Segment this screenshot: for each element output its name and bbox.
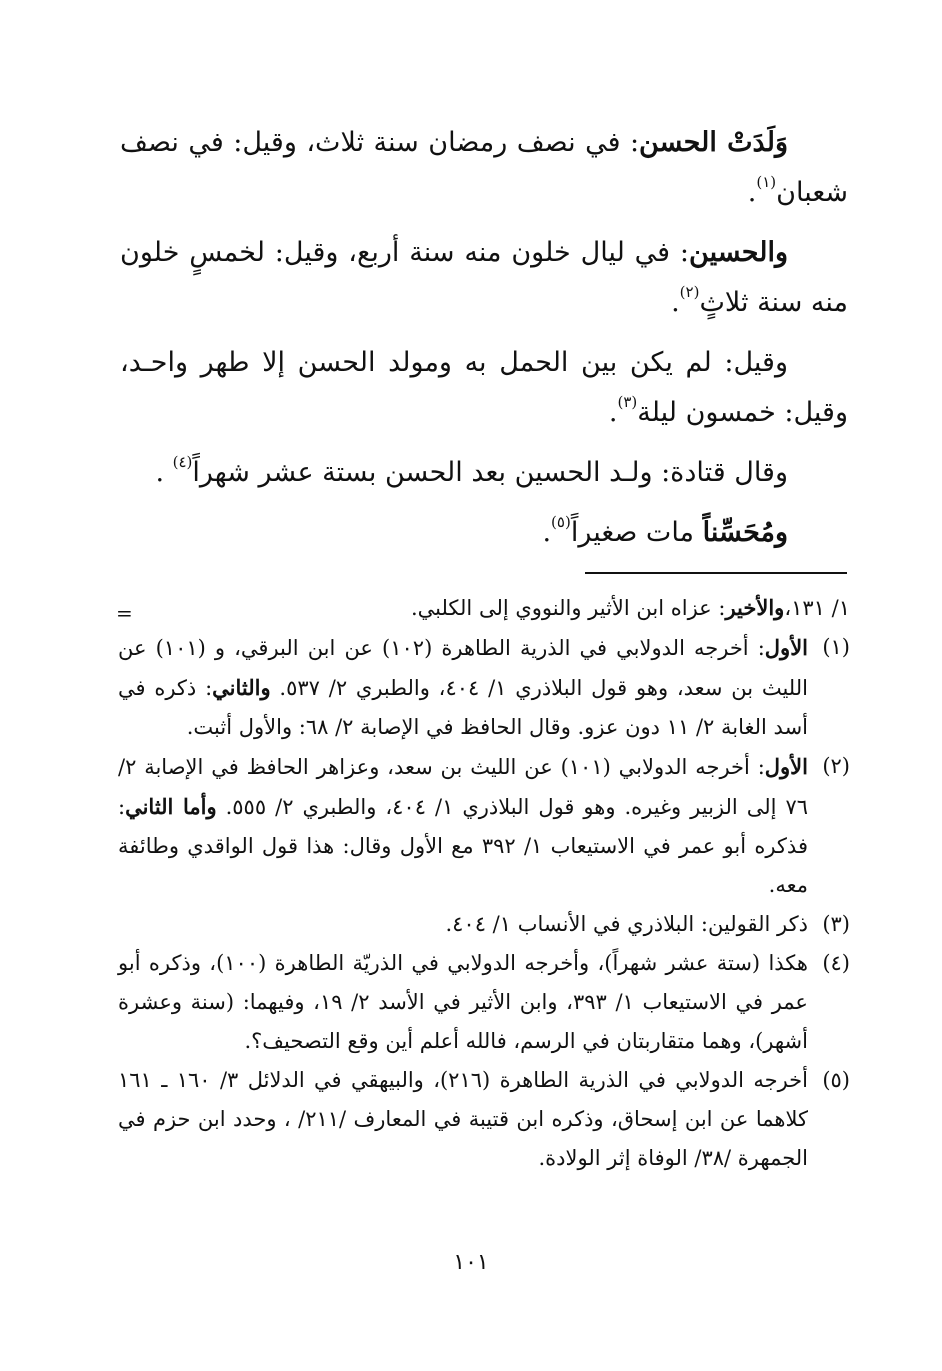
footnote-item xyxy=(118,747,850,905)
footnote-body xyxy=(118,747,808,905)
continuation-mark: = xyxy=(116,601,133,625)
footnote-ref: (١) xyxy=(756,173,777,191)
paragraph-text: مات صغيراً xyxy=(570,517,703,548)
footnote-body xyxy=(118,944,808,1061)
footnote-text: : أخرجه الدولابي في الذرية الطاهرة (١٠٢) عن ابن البرقي، و (١٠١) عن الليث بن سعد، وهو قول البلاذري ١/ ٤٠٤، والطبري ٢/ ٥٣٧. xyxy=(118,636,808,700)
footnote-continued-pre: ١/ ١٣١، xyxy=(784,596,850,620)
footnote-text: ذكر القولين: البلاذري في الأنساب ١/ ٤٠٤. xyxy=(445,912,808,936)
paragraph-pregnancy xyxy=(120,338,848,438)
paragraph-text: : في نصف رمضان سنة ثلاث، وقيل: في نصف شعبان xyxy=(120,127,848,208)
paragraph-end: . xyxy=(608,397,618,428)
footnote-continued xyxy=(118,588,850,628)
paragraph-qatada xyxy=(120,448,848,498)
footnote-body xyxy=(118,628,808,747)
paragraph-muhassin xyxy=(120,508,848,558)
footnote-number: (١) xyxy=(822,635,850,659)
footnote-ref: (٢) xyxy=(679,283,700,301)
footnote-number: (٤) xyxy=(822,951,850,975)
footnote-ref: (٥) xyxy=(551,513,571,531)
footnote-ref: (٤) xyxy=(172,453,193,471)
footnote-text: : ذكره في أسد الغابة ٢/ ١١ دون عزو. وقال الحافظ في الإصابة ٢/ ٦٨: والأول أثبت. xyxy=(118,676,808,739)
footnote-text: هكذا (ستة عشر شهراً)، وأخرجه الدولابي في الذريّة الطاهرة (١٠٠)، وذكره أبو عمر في الاستيعاب ١/ ٣٩٣، وابن الأثير في الأسد ٢/ ١٩، وفيهما: (سنة وعشرة أشهر)، وهما متقاربتان في الرسم، فالله أعلم أين وقع التصحيف؟. xyxy=(118,951,808,1053)
footnote-text: : فذكره أبو عمر في الاستيعاب ١/ ٣٩٢ مع الأول وقال: هذا قول الواقدي وطائفة معه. xyxy=(118,795,808,897)
footnote-body xyxy=(118,1061,808,1178)
footnote-separator xyxy=(585,572,847,574)
paragraph-end: . xyxy=(542,517,552,548)
paragraph-text: وقيل: لم يكن بين الحمل به ومولد الحسن إلا طهر واحـد، وقيل: خمسون ليلة xyxy=(120,347,848,428)
footnote-item xyxy=(118,628,850,747)
footnote-ref: (٣) xyxy=(617,393,638,411)
footnote-number: (٥) xyxy=(822,1068,850,1092)
footnote-label: وأما الثاني xyxy=(125,794,217,819)
paragraph-text: : في ليال خلون منه سنة أربع، وقيل: لخمسٍ خلون منه سنة ثلاثٍ xyxy=(120,237,848,318)
footnote-label: والثاني xyxy=(212,675,271,700)
paragraph-end: . xyxy=(671,287,680,318)
paragraph-lead: ومُحَسِّناً xyxy=(702,517,788,548)
paragraph-text: وقال قتادة: ولـد الحسين بعد الحسن بستة عشر شهراً xyxy=(192,457,788,488)
paragraph-lead: وَلَدَتْ الحسن xyxy=(639,127,788,158)
footnote-label: الأول xyxy=(764,754,808,779)
footnote-item xyxy=(118,1061,850,1178)
footnote-number: (٢) xyxy=(822,754,850,778)
footnote-text: أخرجه الدولابي في الذرية الطاهرة (٢١٦)، والبيهقي في الدلائل ٣/ ١٦٠ ـ ١٦١ كلاهما عن ابن إسحاق، وذكره ابن قتيبة في المعارف /٢١١/ ، وحدد ابن حزم في الجمهرة /٣٨/ الوفاة إثر الولادة. xyxy=(118,1068,808,1170)
paragraph-end: . xyxy=(155,457,173,488)
footnote-item xyxy=(118,905,850,944)
paragraph-end: . xyxy=(747,177,757,208)
paragraph-husayn-birth xyxy=(120,228,848,328)
footnote-body xyxy=(118,905,808,944)
footnote-label: الأول xyxy=(764,635,809,660)
page-number: ١٠١ xyxy=(453,1250,489,1275)
footnote-item xyxy=(118,944,850,1061)
paragraph-hasan-birth xyxy=(120,118,848,218)
footnote-continued-lead: والأخير xyxy=(725,595,785,620)
footnote-continued-text: : عزاه ابن الأثير والنووي إلى الكلبي. xyxy=(410,596,726,620)
footnote-list xyxy=(118,628,850,1178)
footnotes-section xyxy=(118,588,850,1178)
paragraph-lead: والحسين xyxy=(689,237,788,268)
footnote-number: (٣) xyxy=(822,912,850,936)
main-text xyxy=(120,118,848,568)
footnote-text: : أخرجه الدولابي (١٠١) عن الليث بن سعد، وعزاهر الحافظ في الإصابة ٢/ ٧٦ إلى الزبير وغيره. وهو قول البلاذري ١/ ٤٠٤، والطبري ٢/ ٥٥٥. xyxy=(118,755,808,819)
